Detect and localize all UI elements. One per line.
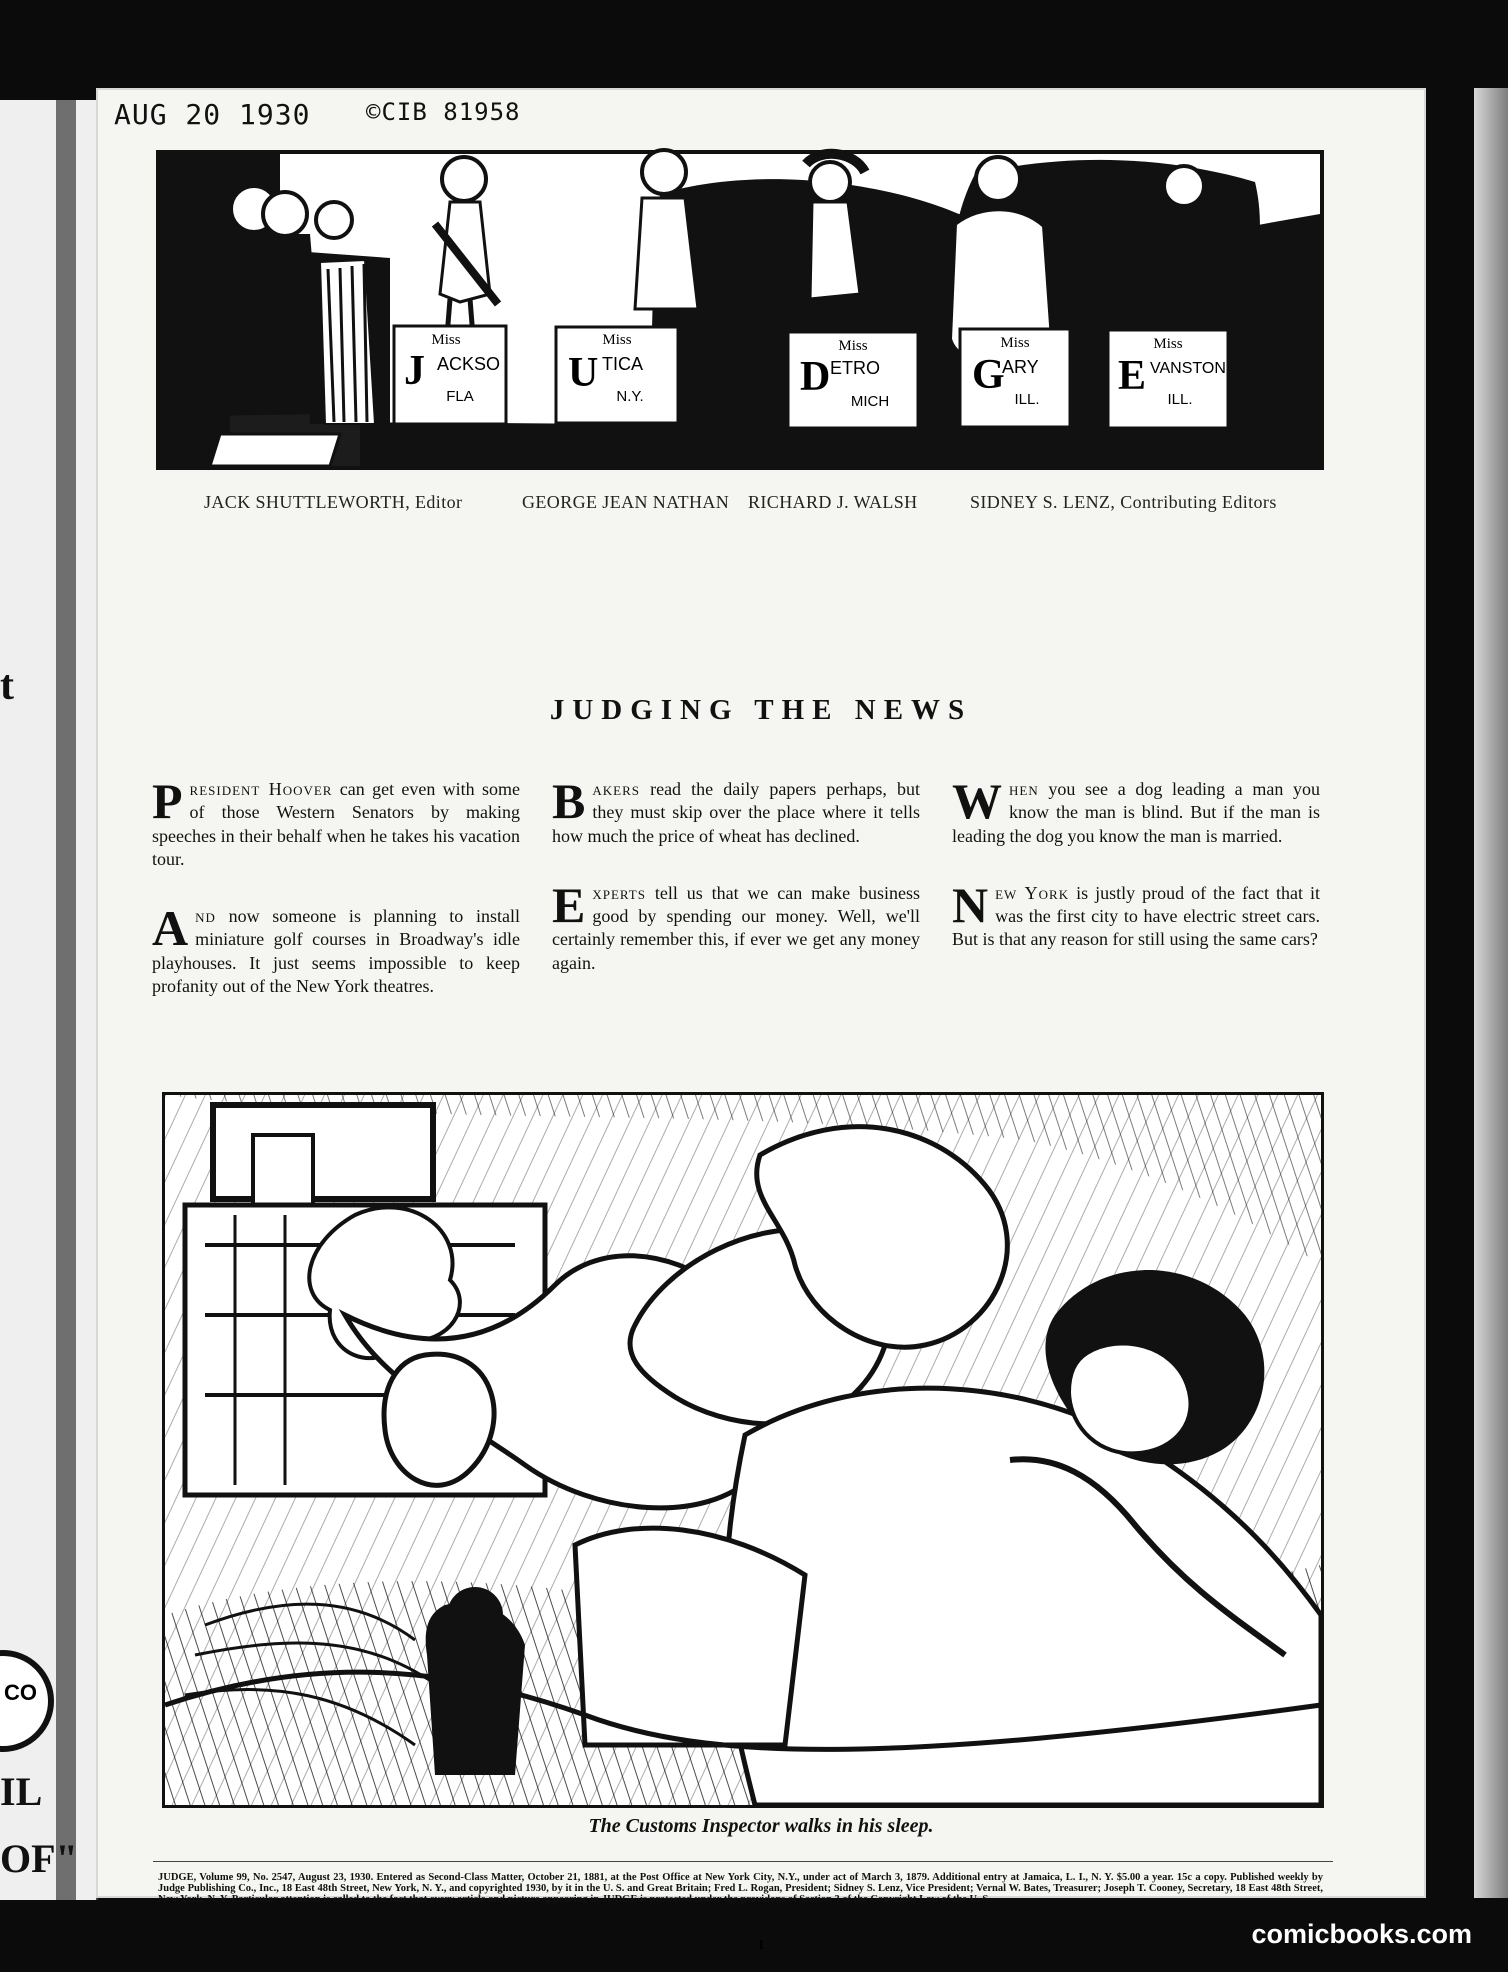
beauty-contest-cartoon: [160, 154, 1320, 466]
placard-4-prefix: Miss: [1000, 335, 1030, 351]
placard-1-name: ACKSO: [437, 354, 501, 374]
item-lead: nd: [195, 906, 216, 927]
placard-1-prefix: Miss: [431, 332, 461, 348]
item-text: tell us that we can make business good by spending our money. Well, we'll certainly remember this, if ever we get any money again.: [552, 882, 920, 973]
item-text: can get even with some of those Western Senators by making speeches in their behalf when he takes his vacation tour.: [152, 779, 520, 869]
placard-2-initial: U: [568, 350, 599, 396]
news-item-6: [952, 876, 1320, 952]
placard-3-location: MICH: [850, 393, 890, 410]
item-text: is justly proud of the fact that it was the first city to have electric street cars. But is that any reason for still using the same cars?: [952, 882, 1320, 950]
left-page-spine: [56, 100, 76, 1900]
item-lead: xperts: [592, 882, 646, 903]
item-lead: hen: [1009, 779, 1039, 799]
editor-credit: JACK SHUTTLEWORTH, Editor: [204, 492, 463, 512]
news-item-5: [952, 773, 1320, 848]
left-page-fragment-il: IL: [0, 1769, 43, 1814]
drop-cap: A: [152, 900, 189, 957]
placard-1: [394, 326, 506, 424]
news-column-2: [552, 773, 920, 1009]
placard-5-location: ILL.: [1167, 391, 1193, 408]
placard-5: [1108, 330, 1228, 428]
placard-4-initial: G: [972, 352, 1005, 398]
item-lead: akers: [592, 779, 640, 799]
footer-rule: [153, 1861, 1333, 1862]
placard-2: [556, 327, 678, 423]
customs-inspector-cartoon: [165, 1095, 1321, 1805]
placard-3-initial: D: [800, 354, 831, 400]
placard-5-prefix: Miss: [1153, 336, 1183, 352]
news-column-3: [952, 773, 1320, 986]
main-cartoon: [162, 1092, 1324, 1808]
left-page-fragment-t: t: [0, 663, 14, 709]
contributor-credit-1: GEORGE JEAN NATHAN: [522, 492, 730, 512]
news-item-1: [152, 773, 520, 871]
publication-notice: JUDGE, Volume 99, No. 2547, August 23, 1930. Entered as Second-Class Matter, October 21, 1881, at the Post Office at New York City, N.Y., under act of March 3, 1879. Additional entry at Jamaica, L. I., N. Y. $5.00 a year. 15c a copy. Published weekly by Judge Publishing Co., Inc., 18 East 48th Street, New York, N. Y., and copyrighted 1930, by it in the U. S. and Great Britain; Fred L. Rogan, President; Sidney S. Lenz, Vice President; Vernal W. Bates, Treasurer; Joseph T. Cooney, Secretary, 18 East 48th Street, New York, N. Y. Particular attention is called to the fact that every article and picture appearing in JUDGE is protected under the providons of Section 3 of the Copyright Law of the U. S.: [158, 1872, 1323, 1905]
item-lead: ew York: [995, 882, 1070, 903]
placard-3: [788, 332, 918, 428]
drop-cap: E: [552, 876, 586, 933]
right-page-edge: [1474, 88, 1508, 1898]
item-text: you see a dog leading a man you know the man is blind. But if the man is leading the dog you know the man is married.: [952, 779, 1320, 846]
placard-4-name: ARY: [1002, 357, 1039, 377]
left-page-logo-text: CO: [4, 1680, 37, 1705]
news-item-4: [552, 876, 920, 975]
placard-1-initial: J: [404, 348, 425, 394]
drop-cap: W: [952, 773, 1002, 829]
placard-4-location: ILL.: [1014, 391, 1040, 408]
left-page-fragment-of: OF": [0, 1836, 78, 1881]
placard-5-initial: E: [1118, 353, 1147, 399]
placard-1-location: FLA: [446, 388, 474, 405]
placard-5-name: VANSTON: [1150, 360, 1226, 377]
news-item-3: [552, 773, 920, 848]
item-text: read the daily papers perhaps, but they must skip over the place where it tells how much the price of wheat has declined.: [552, 779, 920, 846]
placard-4: [960, 329, 1070, 427]
contributor-credit-3: SIDNEY S. LENZ, Contributing Editors: [970, 492, 1277, 512]
site-label: comicbooks.com: [1251, 1919, 1472, 1949]
article-title: JUDGING THE NEWS: [549, 694, 973, 726]
contributor-credit-2: RICHARD J. WALSH: [748, 492, 918, 512]
page-number: 1: [757, 1938, 765, 1953]
placard-2-location: N.Y.: [616, 388, 644, 405]
drop-cap: P: [152, 773, 183, 829]
placard-3-name: ETRO: [830, 358, 881, 378]
left-facing-page: [0, 100, 98, 1900]
item-text: now someone is planning to install miniature golf courses in Broadway's idle playhouses. It just seems impossible to keep profanity out of the New York theatres.: [152, 906, 520, 997]
left-page-logo: [0, 1650, 54, 1752]
cartoon-caption: The Customs Inspector walks in his sleep.: [588, 1815, 934, 1837]
drop-cap: B: [552, 773, 586, 829]
masthead-illustration: [156, 150, 1324, 470]
placard-3-prefix: Miss: [838, 338, 868, 354]
date-stamp: AUG 20 1930: [114, 98, 311, 131]
copyright-stamp: ©CIB 81958: [366, 98, 521, 126]
news-item-2: [152, 900, 520, 998]
placard-2-prefix: Miss: [602, 332, 632, 348]
item-lead: resident Hoover: [189, 779, 333, 799]
news-column-1: [152, 773, 520, 1032]
placard-2-name: TICA: [602, 354, 644, 374]
drop-cap: N: [952, 876, 989, 933]
